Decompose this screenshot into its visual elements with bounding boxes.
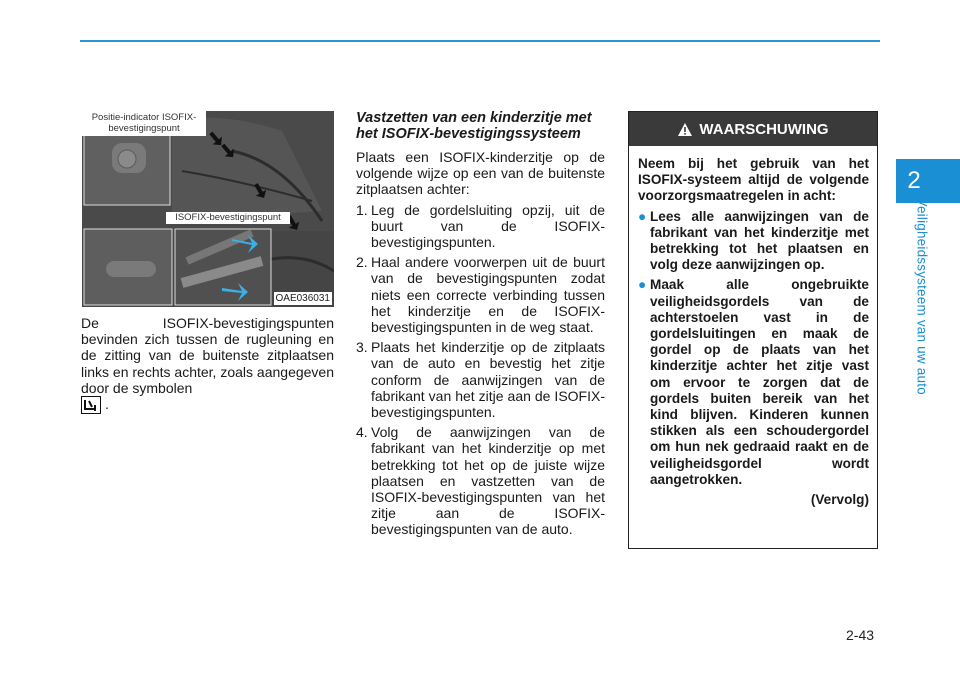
chapter-tab <box>896 159 960 203</box>
warning-item-text: Maak alle ongebruikte veiligheidsgordels van de achterstoelen vast in de gordelsluitingen en maak de gordel op de plaats van het kinderzitje achter het zitje vast om ervoor te zorgen dat de gordels buiten bereik van het kind blijven. Kinderen kunnen stikken als een schoudergordel om hun nek gedraaid raakt en de veiligheidsgordel wordt aangetrokken. <box>650 277 869 487</box>
location-text: De ISOFIX-bevestigingspunten bevinden zich tussen de rugleuning en de zitting van de buitenste zitplaatsen links en rechts achter, zoals aangegeven door de symbolen <box>81 315 334 396</box>
isofix-figure <box>82 111 334 307</box>
page-number: 2-43 <box>846 627 875 643</box>
seat-illustration <box>82 111 334 307</box>
warning-box <box>628 111 878 549</box>
warning-body <box>629 146 877 508</box>
warning-header <box>629 112 877 146</box>
warning-title: WAARSCHUWING <box>699 120 829 138</box>
chapter-side-title <box>896 197 930 410</box>
isofix-location-paragraph <box>81 315 334 414</box>
step-number: 1. <box>356 201 368 218</box>
symbol-period: . <box>105 396 109 413</box>
warning-triangle-icon <box>677 122 693 137</box>
step-text: Haal andere voorwerpen uit de buurt van de bevestigingspunten zodat niets een correcte verbinding tussen het kinderzitje en de ISOFIX-bevestigingspunten in de weg staat. <box>371 254 605 336</box>
warning-item <box>638 209 869 274</box>
figure-code: OAE036031 <box>275 293 330 304</box>
warning-list <box>638 209 869 488</box>
step-item <box>356 424 605 537</box>
step-item <box>356 254 605 335</box>
bullet-icon: ● <box>638 277 647 293</box>
top-rule <box>80 40 880 42</box>
step-number: 3. <box>356 339 368 356</box>
warning-intro: Neem bij het gebruik van het ISOFIX-systeem altijd de volgende voorzorgsmaatregelen in acht: <box>638 156 869 204</box>
isofix-anchor-label: ISOFIX-bevestigingspunt <box>166 212 290 224</box>
steps-list <box>356 202 605 538</box>
isofix-symbol-icon <box>81 396 101 414</box>
chapter-number: 2 <box>907 167 921 194</box>
step-text: Leg de gordelsluiting opzij, uit de buurt van de ISOFIX-bevestigingspunten. <box>371 201 605 251</box>
warning-item-text: Lees alle aanwijzingen van de fabrikant van het kinderzitje met betrekking tot het plaatsen en volg deze aanwijzingen op. <box>650 208 869 273</box>
step-number: 4. <box>356 424 368 441</box>
position-indicator-label: Positie-indicator ISOFIX-bevestigingspunt <box>82 111 206 136</box>
step-number: 2. <box>356 254 368 271</box>
installation-section <box>356 110 605 542</box>
step-item <box>356 339 605 420</box>
step-text: Plaats het kinderzitje op de zitplaats van de auto en bevestig het zitje conform de aanwijzingen van de fabrikant van het zitje aan de ISOFIX-bevestigingspunten. <box>371 339 605 421</box>
chapter-title: Veiligheidssysteem van uw auto <box>914 197 930 395</box>
continued-label: (Vervolg) <box>810 492 869 508</box>
section-intro: Plaats een ISOFIX-kinderzitje op de volgende wijze op een van de buitenste zitplaatsen achter: <box>356 149 605 198</box>
step-text: Volg de aanwijzingen van de fabrikant van het kinderzitje op met betrekking tot het op de juiste wijze plaatsen en vastzetten van de ISOFIX-bevestigingspunten van het zitje aan de ISOFIX-bevestigingspunten van de auto. <box>371 424 605 538</box>
section-heading: Vastzetten van een kinderzitje met het ISOFIX-bevestigingssysteem <box>356 110 592 142</box>
bullet-icon: ● <box>638 208 647 224</box>
warning-item <box>638 277 869 488</box>
step-item <box>356 202 605 251</box>
